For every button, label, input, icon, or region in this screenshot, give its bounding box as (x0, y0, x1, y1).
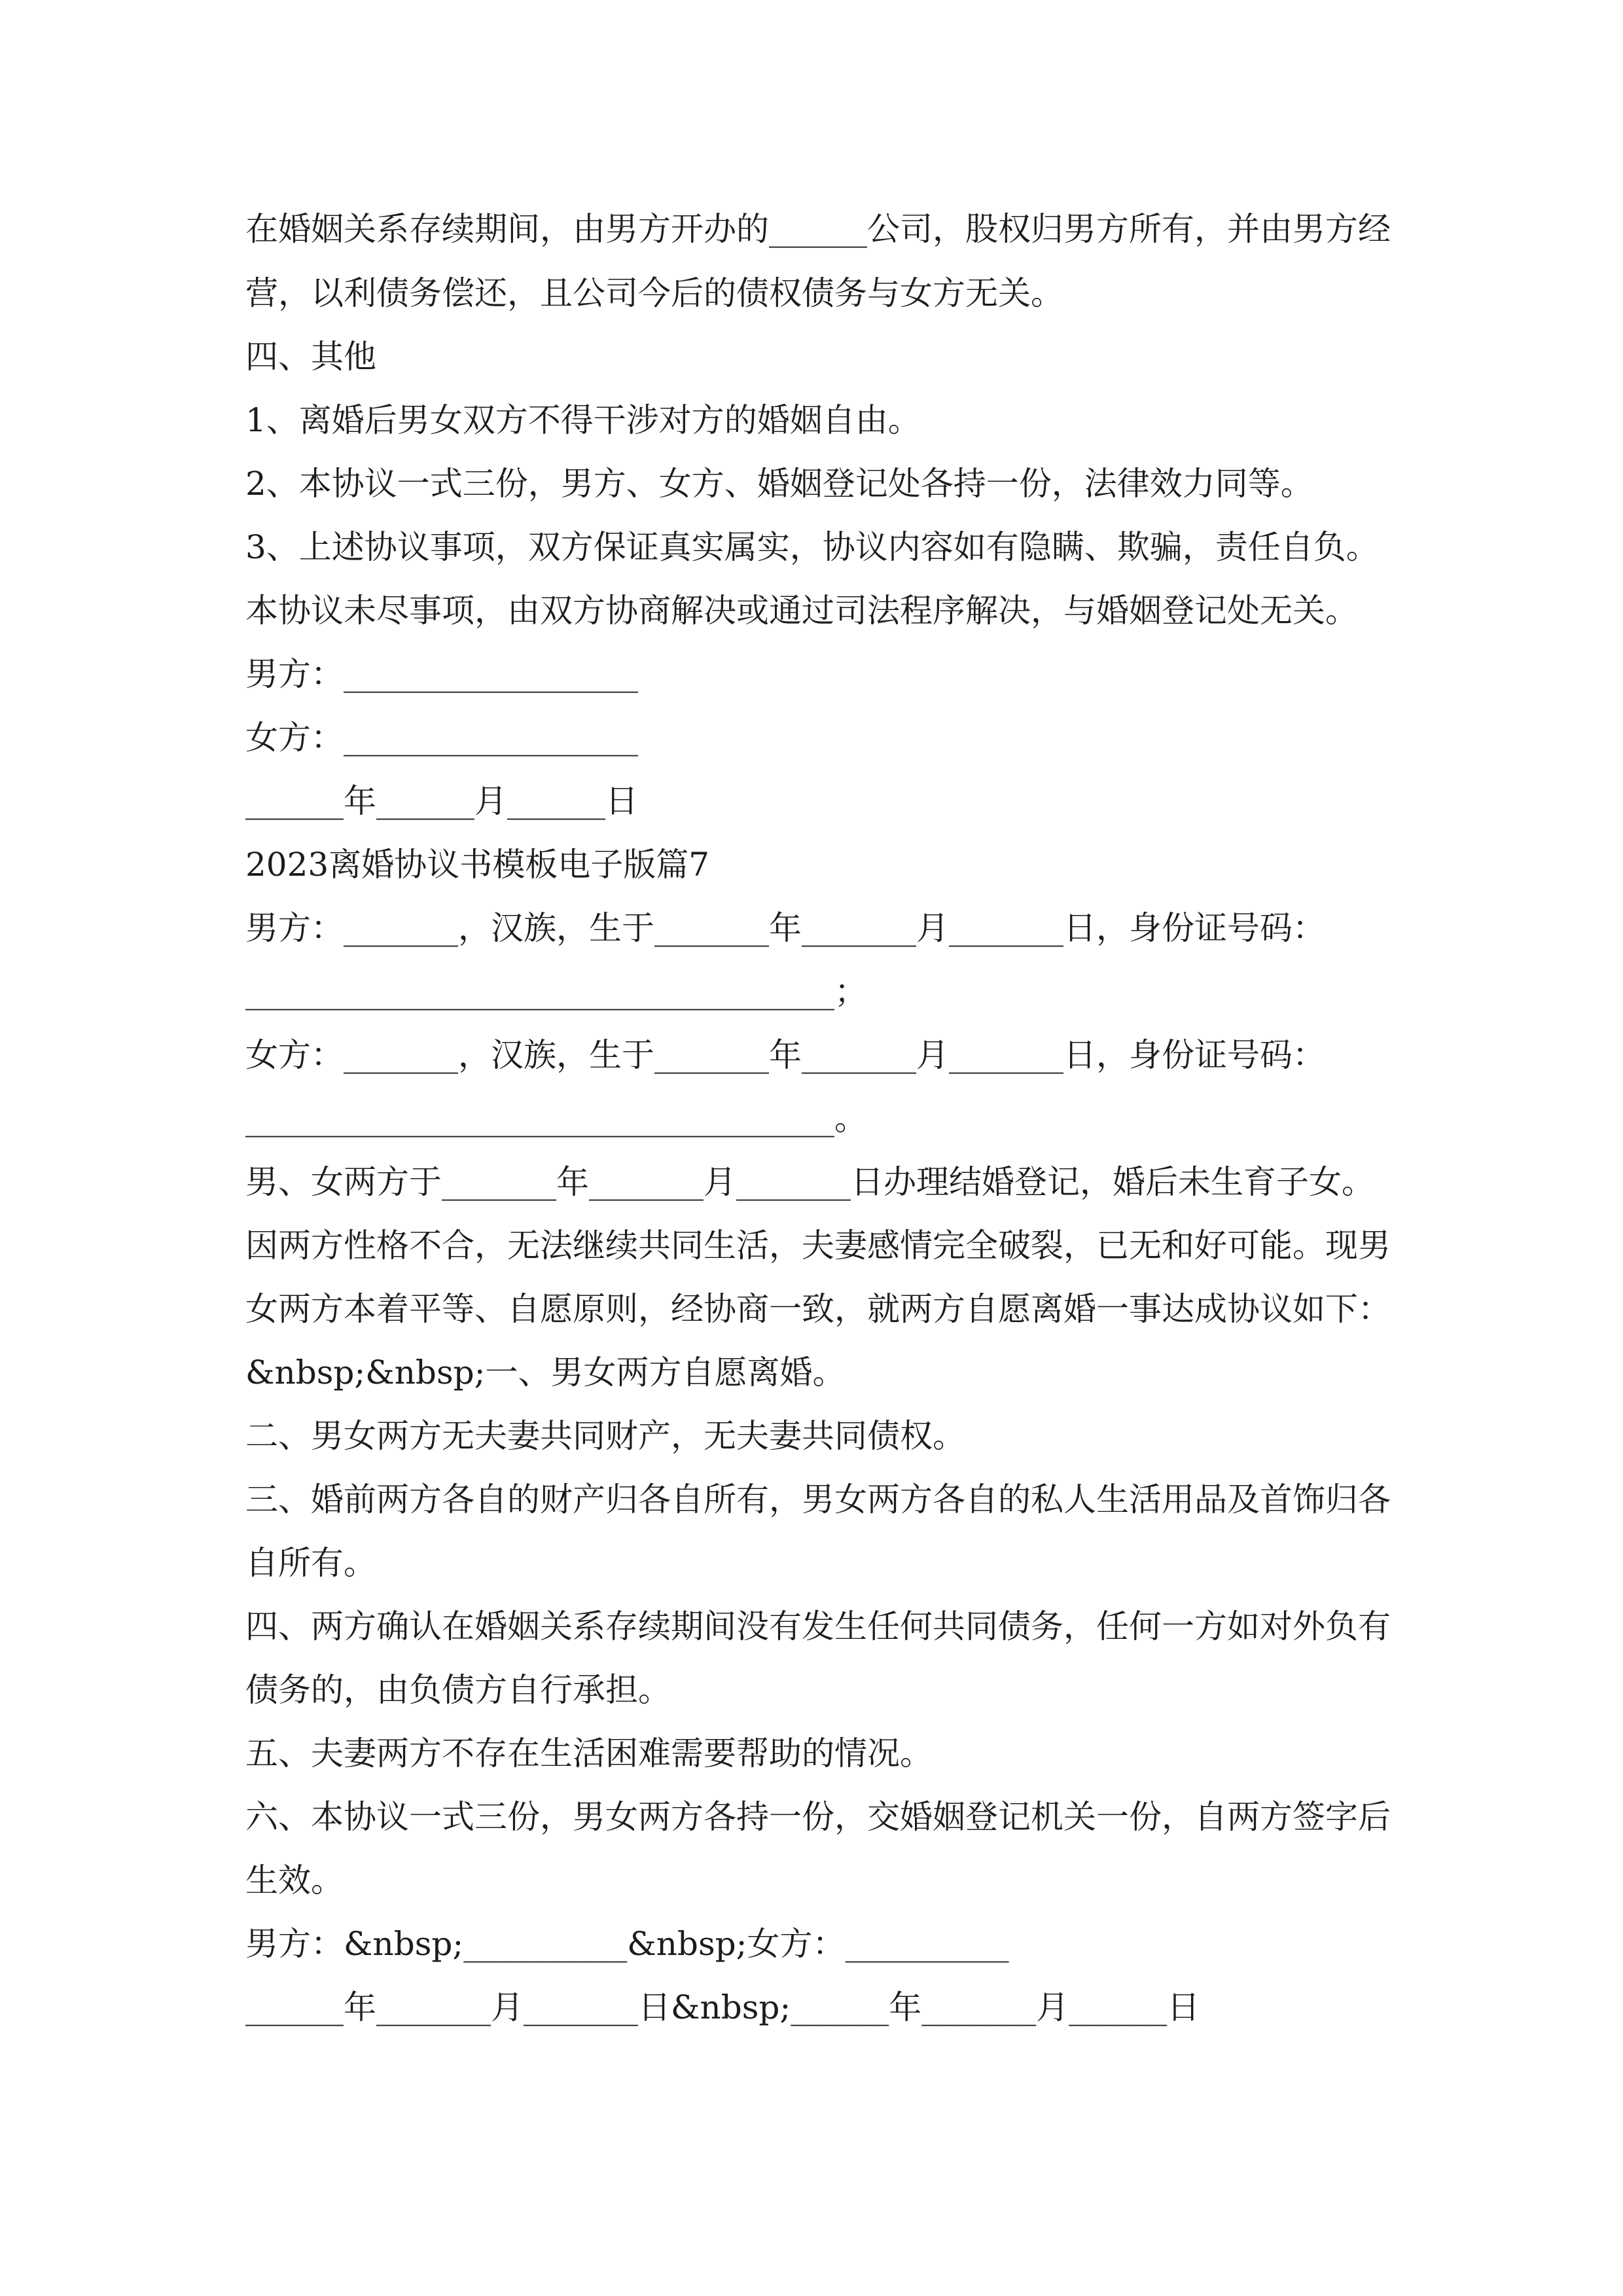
signature-line: 男方：&nbsp;__________&nbsp;女方：__________ (245, 1925, 1009, 1963)
text-line: 自所有。 (245, 1544, 376, 1582)
signature-line-female: 女方：__________________ (245, 719, 638, 757)
text-line: 三、婚前两方各自的财产归各自所有，男女两方各自的私人生活用品及首饰归各 (245, 1480, 1391, 1518)
text-line: 2、本协议一式三份，男方、女方、婚姻登记处各持一份，法律效力同等。 (245, 465, 1313, 503)
text-line: &nbsp;&nbsp;一、男女两方自愿离婚。 (245, 1354, 846, 1391)
text-line: 3、上述协议事项，双方保证真实属实，协议内容如有隐瞒、欺骗，责任自负。 (245, 528, 1379, 566)
section-title: 2023离婚协议书模板电子版篇7 (245, 846, 710, 884)
text-line: 男、女两方于_______年_______月_______日办理结婚登记，婚后未生育子女。 (245, 1163, 1374, 1201)
text-line: 因两方性格不合，无法继续共同生活，夫妻感情完全破裂，已无和好可能。现男 (245, 1227, 1391, 1265)
date-line: ______年______月______日 (245, 782, 638, 820)
text-line: 女两方本着平等、自愿原则，经协商一致，就两方自愿离婚一事达成协议如下： (245, 1290, 1391, 1328)
text-line: ____________________________________。 (245, 1100, 867, 1138)
date-line: ______年_______月_______日&nbsp;______年_______月______日 (245, 1988, 1200, 2026)
text-line: 生效。 (245, 1861, 344, 1899)
text-line: 债务的，由负债方自行承担。 (245, 1671, 671, 1709)
text-line: 营，以利债务偿还，且公司今后的债权债务与女方无关。 (245, 274, 1063, 312)
signature-line-male: 男方：__________________ (245, 655, 638, 693)
text-line: 男方：_______，汉族，生于_______年_______月_______日，身份证号码： (245, 909, 1325, 947)
text-line: 六、本协议一式三份，男女两方各持一份，交婚姻登记机关一份，自两方签字后 (245, 1798, 1391, 1836)
text-line: 在婚姻关系存续期间，由男方开办的______公司，股权归男方所有，并由男方经 (245, 210, 1391, 248)
text-line: 五、夫妻两方不存在生活困难需要帮助的情况。 (245, 1734, 933, 1772)
text-line: 二、男女两方无夫妻共同财产，无夫妻共同债权。 (245, 1417, 965, 1455)
text-line: 女方：_______，汉族，生于_______年_______月_______日，身份证号码： (245, 1036, 1325, 1074)
section-heading: 四、其他 (245, 338, 376, 376)
text-line: 四、两方确认在婚姻关系存续期间没有发生任何共同债务，任何一方如对外负有 (245, 1607, 1391, 1645)
text-line: 本协议未尽事项，由双方协商解决或通过司法程序解决，与婚姻登记处无关。 (245, 592, 1358, 630)
text-line: 1、离婚后男女双方不得干涉对方的婚姻自由。 (245, 401, 921, 439)
text-line: ____________________________________； (245, 973, 867, 1011)
